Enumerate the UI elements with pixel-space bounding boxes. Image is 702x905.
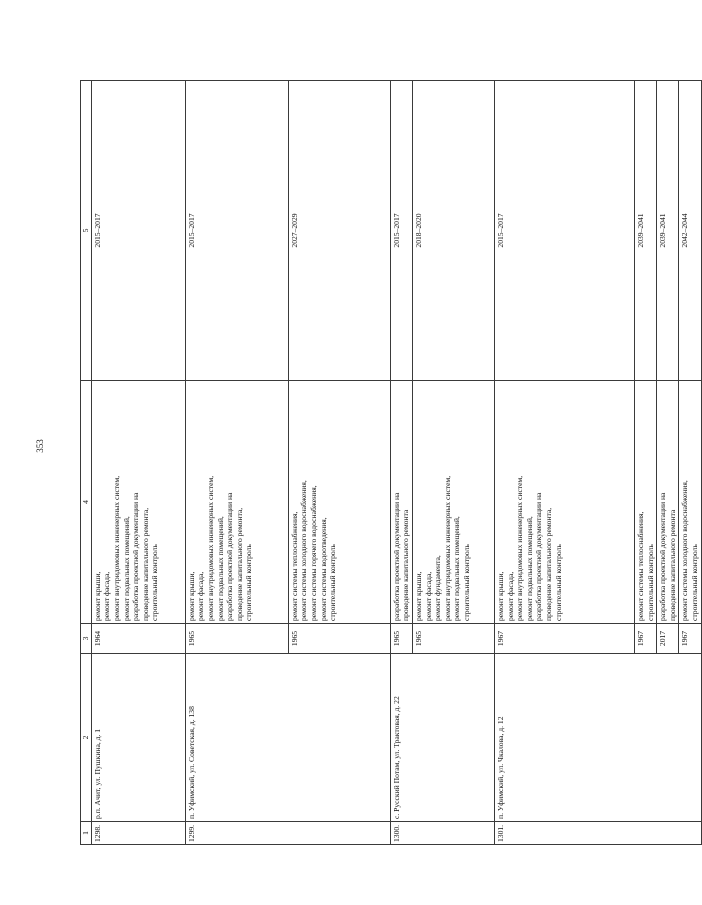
period-cell: 2015–2017	[390, 81, 412, 381]
period-cell: 2015–2017	[494, 81, 634, 381]
period-cell: 2042–2044	[679, 81, 701, 381]
work-item: проведение капитального ремонта,	[140, 507, 150, 621]
work-item: ремонт системы холодного водоснабжения,	[680, 480, 690, 621]
column-number-row	[81, 81, 92, 845]
period-cell: 2015–2017	[185, 81, 288, 381]
works-cell	[412, 381, 494, 624]
table-row	[185, 81, 288, 845]
work-item: разработка проектной документации на	[391, 492, 401, 621]
work-item: проведение капитального ремонта,	[544, 507, 554, 621]
work-item: проведение капитального ремонта	[401, 509, 411, 621]
column-number-2: 2	[81, 654, 92, 822]
work-item: ремонт крыши,	[413, 571, 423, 621]
address-cell: р.п. Ачит, ул. Пушкина, д. 1	[91, 654, 185, 822]
work-item: ремонт внутридомовых инженерных систем,	[442, 475, 452, 621]
work-item: ремонт фасада,	[102, 571, 112, 621]
year-cell: 1967	[679, 624, 701, 654]
work-item: разработка проектной документации на	[225, 492, 235, 621]
work-item: строительный контроль	[645, 544, 655, 621]
repair-schedule-table	[80, 80, 702, 845]
column-number-1: 1	[81, 822, 92, 845]
work-item: ремонт крыши,	[92, 571, 102, 621]
year-cell: 1965	[390, 624, 412, 654]
work-item: ремонт подвальных помещений,	[121, 516, 131, 621]
works-cell	[634, 381, 656, 624]
work-item: ремонт подвальных помещений,	[452, 516, 462, 621]
year-cell: 1965	[288, 624, 390, 654]
work-item: ремонт фасада,	[505, 571, 515, 621]
address-cell: п. Уфимский, ул. Советская, д. 138	[185, 654, 390, 822]
work-item: проведение капитального ремонта,	[234, 507, 244, 621]
column-number-5: 5	[81, 81, 92, 381]
work-item: строительный контроль	[690, 544, 700, 621]
work-item: ремонт крыши,	[495, 571, 505, 621]
address-cell: с. Русский Потам, ул. Трактовая, д. 22	[390, 654, 494, 822]
row-number: 1298.	[91, 822, 185, 845]
column-number-4: 4	[81, 381, 92, 624]
works-cell	[91, 381, 185, 624]
row-number: 1299.	[185, 822, 390, 845]
work-item: разработка проектной документации на	[534, 492, 544, 621]
work-item: строительный контроль	[553, 544, 563, 621]
year-cell: 1965	[185, 624, 288, 654]
period-cell: 2039–2041	[657, 81, 679, 381]
row-number: 1301.	[494, 822, 701, 845]
year-cell: 2017	[657, 624, 679, 654]
work-item: ремонт внутридомовых инженерных систем,	[205, 475, 215, 621]
works-cell	[288, 381, 390, 624]
work-item: проведение капитального ремонта	[667, 509, 677, 621]
period-cell: 2027–2029	[288, 81, 390, 381]
year-cell: 1964	[91, 624, 185, 654]
work-item: ремонт внутридомовых инженерных систем,	[515, 475, 525, 621]
address-cell: п. Уфимский, ул. Чкалова, д. 12	[494, 654, 701, 822]
page-number: 353	[35, 439, 45, 453]
table-body	[81, 81, 702, 845]
work-item: ремонт фасада,	[423, 571, 433, 621]
year-cell: 1965	[412, 624, 494, 654]
row-number: 1300.	[390, 822, 494, 845]
works-cell	[185, 381, 288, 624]
work-item: ремонт подвальных помещений,	[215, 516, 225, 621]
work-item: ремонт системы теплоснабжения,	[289, 511, 299, 621]
period-cell: 2039–2041	[634, 81, 656, 381]
work-item: ремонт подвальных помещений,	[524, 516, 534, 621]
work-item: ремонт фасада,	[196, 571, 206, 621]
work-item: ремонт крыши,	[186, 571, 196, 621]
work-item: ремонт системы теплоснабжения,	[635, 511, 645, 621]
table-row	[494, 81, 634, 845]
works-cell	[390, 381, 412, 624]
period-cell: 2015–2017	[91, 81, 185, 381]
column-number-3: 3	[81, 624, 92, 654]
work-item: ремонт системы водоотведения,	[318, 517, 328, 621]
rotated-table-wrapper	[80, 81, 700, 845]
works-cell	[657, 381, 679, 624]
work-item: ремонт системы горячего водоснабжения,	[308, 485, 318, 621]
work-item: ремонт фундамента,	[433, 555, 443, 621]
year-cell: 1967	[634, 624, 656, 654]
work-item: строительный контроль	[462, 544, 472, 621]
table-row	[390, 81, 412, 845]
work-item: разработка проектной документации на	[131, 492, 141, 621]
works-cell	[679, 381, 701, 624]
work-item: ремонт внутридомовых инженерных систем,	[111, 475, 121, 621]
work-item: строительный контроль	[328, 544, 338, 621]
work-item: строительный контроль	[150, 544, 160, 621]
works-cell	[494, 381, 634, 624]
year-cell: 1967	[494, 624, 634, 654]
work-item: строительный контроль	[244, 544, 254, 621]
work-item: ремонт системы холодного водоснабжения,	[299, 480, 309, 621]
period-cell: 2018–2020	[412, 81, 494, 381]
table-row	[91, 81, 185, 845]
work-item: разработка проектной документации на	[658, 492, 668, 621]
